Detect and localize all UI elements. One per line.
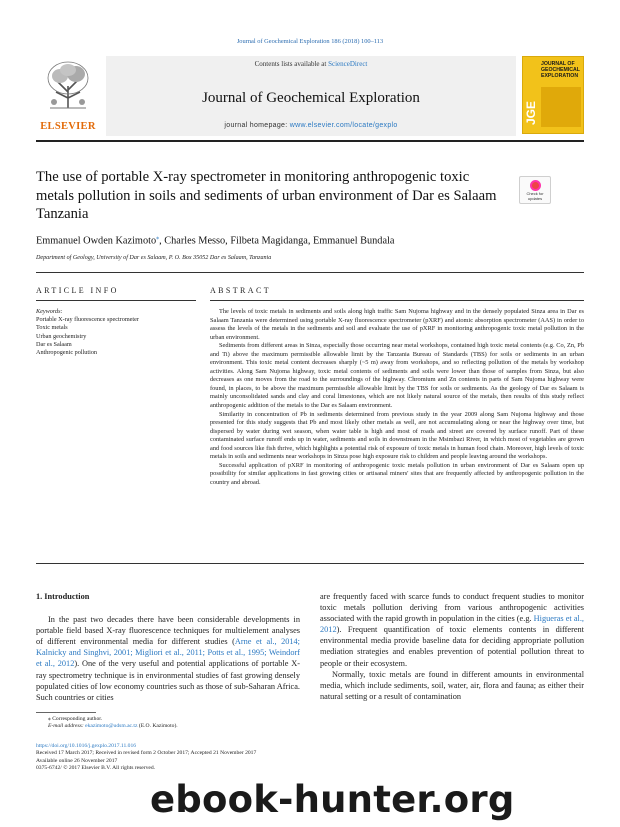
footnote-rule bbox=[36, 712, 96, 713]
keyword-item: Dar es Salaam bbox=[36, 340, 72, 348]
homepage-line bbox=[106, 122, 516, 129]
citation-link[interactable]: Arne et al., 2014; Kalnicky and Singhvi, 2001; Migliori et al., 2011; Potts et al., 1995; Weindorf et al., 2012 bbox=[36, 637, 300, 669]
contents-line bbox=[106, 60, 516, 68]
cover-band bbox=[541, 87, 581, 127]
body-column-left bbox=[36, 591, 300, 703]
elsevier-tree-icon bbox=[42, 58, 94, 114]
body-column-right bbox=[320, 591, 584, 702]
check-updates-label: Check for updates bbox=[526, 191, 544, 201]
publication-info bbox=[36, 743, 376, 772]
journal-title: Journal of Geochemical Exploration bbox=[202, 90, 420, 106]
email-suffix: (E.O. Kazimoto). bbox=[137, 723, 178, 730]
article-info-rule bbox=[36, 300, 196, 301]
received-dates: Received 17 March 2017; Received in revised form 2 October 2017; Accepted 21 November 2017 bbox=[36, 750, 257, 757]
abstract-text bbox=[210, 308, 584, 487]
other-authors: , Charles Messo, Filbeta Magidanga, Emmanuel Bundala bbox=[159, 235, 395, 247]
abstract-heading: ABSTRACT bbox=[210, 286, 271, 295]
keyword-item: Portable X-ray fluorescence spectrometer bbox=[36, 316, 139, 324]
article-info-heading: ARTICLE INFO bbox=[36, 286, 119, 295]
available-online: Available online 26 November 2017 bbox=[36, 757, 118, 764]
body-paragraph: Normally, toxic metals are found in different amounts in environmental media, which include sediments, soil, water, air, flora and fauna; as either their natural setting or a result of contamination bbox=[320, 669, 584, 701]
copyright: 0375-6742/ © 2017 Elsevier B.V. All rights reserved. bbox=[36, 764, 156, 771]
journal-masthead bbox=[36, 56, 584, 136]
affiliation: Department of Geology, University of Dar es Salaam, P. O. Box 35052 Dar es Salaam, Tanzania bbox=[36, 255, 272, 261]
keyword-item: Anthropogenic pollution bbox=[36, 349, 98, 357]
body-text: are frequently faced with scarce funds to conduct frequent studies to monitor toxic metals pollution deriving from various anthropogenic activities associated with the rapid growth in population in the cities (e.g. bbox=[320, 592, 584, 624]
abstract-paragraph: Sediments from different areas in Sinza, especially those occurring near metal workshops, contained high toxic metal contents (e.g. Co, Zn, Pb and Ti) above the maximum permissible allowable limit by the Tanzania Bureau of Standards (TBS) for soils or sediments in an urban environment. This toxic metal content decreases sharply (~5 m) away from workshops, and so reflecting pollution of the metals by workshop activities. Along Sam Nujoma highway, toxic metal contents of sediments and soils were lower than those of samples from Sinza, but also decreases as one moves from the road to the surroundings of the highway. Chromium and Zn contents in parts of Sam Nujoma highway were found, in places, to be above the maximum permissible allowable limit by the TBS for soils or sediments. As the geology of Dar es Salaam is mainly unconsolidated sands and clay and coral limestones, which are not likely natural source of the metals, then results of this study reflect anthropogenic addition of the metals to the Dar es Salaam environment. bbox=[210, 342, 584, 410]
journal-cover-image bbox=[522, 56, 584, 134]
citation-link[interactable]: Higueras et al., 2012 bbox=[320, 614, 584, 635]
author-list bbox=[36, 234, 584, 246]
body-text: ). Frequent quantification of toxic elements contents in different environmental media provide baseline data for deciding appropriate pollution mediation strategies and enables prevention of potential pollution threat to people or their ecosystem. bbox=[320, 625, 584, 668]
abstract-rule bbox=[210, 300, 584, 301]
email-note bbox=[36, 723, 336, 730]
corresponding-author-mark[interactable]: ⁎ bbox=[156, 235, 160, 241]
abstract-paragraph: Successful application of pXRF in monitoring of anthropogenic toxic metals pollution in urban environment of Dar es Salaam open up possibility for similar applications in fast growing cities or artisanal miners' sites that are frequently affected by anthropogenic pollution in the country and abroad. bbox=[210, 461, 584, 486]
abstract-bottom-rule bbox=[36, 563, 584, 564]
elsevier-wordmark: ELSEVIER bbox=[40, 121, 96, 132]
corresponding-author-note: ⁎ Corresponding author. bbox=[48, 716, 103, 722]
keywords-block bbox=[36, 308, 196, 357]
body-text: In the past two decades there have been considerable developments in portable field based X-ray fluorescence techniques for multielement analyses of different environmental media for different studies ( bbox=[36, 615, 300, 647]
affiliation-rule bbox=[36, 272, 584, 273]
email-label: E-mail address: bbox=[48, 723, 86, 730]
masthead-center bbox=[106, 56, 516, 136]
cover-title: JOURNAL OF GEOCHEMICAL EXPLORATION bbox=[541, 61, 580, 79]
sciencedirect-link[interactable]: ScienceDirect bbox=[328, 60, 368, 68]
doi-link[interactable]: https://doi.org/10.1016/j.gexplo.2017.11.016 bbox=[36, 743, 137, 749]
keyword-item: Urban geochemistry bbox=[36, 332, 87, 340]
abstract-paragraph: Similarity in concentration of Pb in sediments determined from previous study in the year 2009 along Sam Nujoma highway and those presented for this study suggests that Pb and most likely other metals as well, are not accumulating along or near the highway over time, but dispersed by water during wet season, when water table is high and most of roads and street are covered by surface runoff. Part of these contaminated surface runoff ends up in water, sediments and soils in downstream in the Msimbazi River, in which most of vegetables are grown and food sources like fish thrive, which highlights a potential risk of exposure of toxic metals in human food chain. Moreover, high levels of toxic metals in soils and sediments near workshops in Sinza pose high exposure risk to children and people leaving around the workshops. bbox=[210, 410, 584, 461]
introduction-heading: 1. Introduction bbox=[36, 592, 90, 601]
body-text: ). One of the very useful and potential applications of portable X-ray spectrometry technique is in environmental studies of fast growing densely populated cities of low economy countries such as those of sub-Saharan Africa. Such countries or cities bbox=[36, 659, 300, 702]
check-for-updates-button[interactable] bbox=[519, 176, 551, 204]
keyword-item: Toxic metals bbox=[36, 324, 68, 332]
email-link[interactable]: ekazimoto@udsm.ac.tz bbox=[85, 723, 138, 730]
check-updates-icon bbox=[530, 180, 541, 191]
contents-prefix: Contents lists available at bbox=[254, 60, 329, 68]
keywords-label: Keywords: bbox=[36, 308, 63, 315]
journal-reference[interactable]: Journal of Geochemical Exploration 186 (2018) 100–113 bbox=[236, 38, 384, 45]
cover-letters: JGE bbox=[524, 100, 538, 125]
watermark: ebook-hunter.org bbox=[150, 778, 515, 821]
homepage-link[interactable]: www.elsevier.com/locate/gexplo bbox=[289, 122, 398, 129]
corresponding-author[interactable]: Emmanuel Owden Kazimoto bbox=[36, 235, 157, 247]
elsevier-logo bbox=[36, 56, 100, 134]
masthead-rule bbox=[36, 140, 584, 142]
body-paragraph bbox=[36, 614, 300, 703]
footnotes bbox=[36, 716, 336, 730]
homepage-prefix: journal homepage: bbox=[224, 122, 290, 129]
abstract-paragraph: The levels of toxic metals in sediments and soils along high traffic Sam Nujoma highway and in the densely populated Sinza area in Dar es Salaam Tanzania were determined using portable X-ray fluorescence spectrometer (pXRF) and atomic absorption spectrometer (AAS) in order to assess the levels of the metals in the sediments and soil and evaluate the use of pXRF in monitoring anthropogenic toxic metal pollution in the urban environment. bbox=[210, 308, 584, 341]
body-paragraph bbox=[320, 591, 584, 669]
article-title: The use of portable X-ray spectrometer in monitoring anthropogenic toxic metals pollution in soils and sediments of urban environment of Dar es Salaam Tanzania bbox=[36, 169, 497, 223]
